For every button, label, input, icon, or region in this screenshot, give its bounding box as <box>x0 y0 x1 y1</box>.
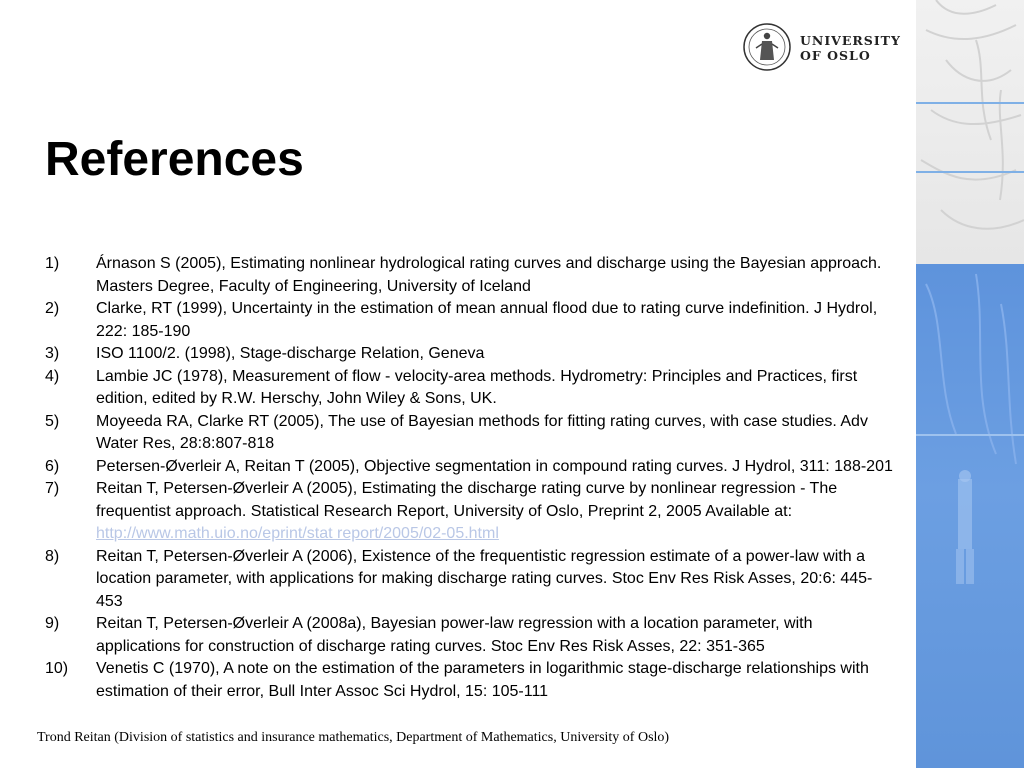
statue-silhouette-icon <box>916 264 1024 768</box>
reference-text: Reitan T, Petersen-Øverleir A (2006), Existence of the frequentistic regression estimate of a power-law with a location parameter, with applications for making discharge rating curves. Stoc Env Res Risk Asses, 20:6: 445-453 <box>96 547 873 610</box>
reference-text: Árnason S (2005), Estimating nonlinear hydrological rating curves and discharge using the Bayesian approach. Masters Degree, Faculty of Engineering, University of Iceland <box>96 255 882 295</box>
reference-text: Clarke, RT (1999), Uncertainty in the estimation of mean annual flood due to rating curve indefinition. J Hydrol, 222: 185-190 <box>96 300 878 340</box>
logo-line-university: UNIVERSITY <box>800 33 901 48</box>
reference-number: 6) <box>45 457 60 475</box>
reference-text: Lambie JC (1978), Measurement of flow - velocity-area methods. Hydrometry: Principles and Practices, first edition, edited by R.W. Herschy, John Wiley & Sons, UK. <box>96 367 858 407</box>
reference-number: 8) <box>45 547 60 565</box>
side-decoration-strip <box>916 0 1024 768</box>
reference-number: 2) <box>45 300 60 317</box>
strip-divider-line <box>916 434 1024 436</box>
reference-text: ISO 1100/2. (1998), Stage-discharge Relation, Geneva <box>96 345 485 362</box>
reference-number: 10) <box>45 660 69 677</box>
reference-link[interactable]: http://www.math.uio.no/eprint/stat report/2005/02-05.html <box>96 525 499 542</box>
reference-item <box>45 456 895 479</box>
reference-item <box>45 253 895 298</box>
reference-number: 1) <box>45 255 60 272</box>
reference-item <box>45 343 895 366</box>
strip-divider-line <box>916 102 1024 104</box>
reference-text: Venetis C (1970), A note on the estimation of the parameters in logarithmic stage-discharge relationships with estimation of their error, Bull Inter Assoc Sci Hydrol, 15: 105-111 <box>96 660 869 700</box>
reference-number: 4) <box>45 367 60 385</box>
reference-number: 7) <box>45 480 60 497</box>
reference-text: Moyeeda RA, Clarke RT (2005), The use of Bayesian methods for fitting rating curves, with case studies. Adv Water Res, 28:8:807-818 <box>96 412 868 452</box>
strip-divider-line <box>916 171 1024 173</box>
reference-item <box>45 546 895 614</box>
reference-item <box>45 613 895 658</box>
reference-item <box>45 658 895 703</box>
reference-text: Reitan T, Petersen-Øverleir A (2005), Estimating the discharge rating curve by nonlinear regression - The frequentist approach. Statistical Research Report, University of Oslo, Preprint 2, 2005 Available at: <box>96 480 838 520</box>
university-logo <box>742 22 912 74</box>
strip-bottom-blue <box>916 264 1024 768</box>
reference-text: Petersen-Øverleir A, Reitan T (2005), Objective segmentation in compound rating curves. J Hydrol, 311: 188-201 <box>96 457 893 475</box>
reference-item <box>45 411 895 456</box>
reference-item <box>45 366 895 411</box>
reference-item <box>45 298 895 343</box>
reference-text: Reitan T, Petersen-Øverleir A (2008a), Bayesian power-law regression with a location parameter, with applications for construction of discharge rating curves. Stoc Env Res Risk Asses, 22: 351-365 <box>96 615 813 655</box>
logo-line-of-oslo: OF OSLO <box>800 48 871 63</box>
footer-author-line: Trond Reitan (Division of statistics and insurance mathematics, Department of Mathematics, University of Oslo) <box>37 730 670 745</box>
reference-number: 3) <box>45 345 60 362</box>
university-seal-icon <box>742 22 792 72</box>
statue-sketch-icon <box>916 0 1024 264</box>
strip-top-gray <box>916 0 1024 264</box>
reference-list <box>45 253 895 703</box>
reference-number: 5) <box>45 412 60 430</box>
university-logo-text <box>800 33 901 63</box>
reference-item <box>45 478 895 546</box>
reference-number: 9) <box>45 615 60 632</box>
page-title: References <box>45 133 304 186</box>
